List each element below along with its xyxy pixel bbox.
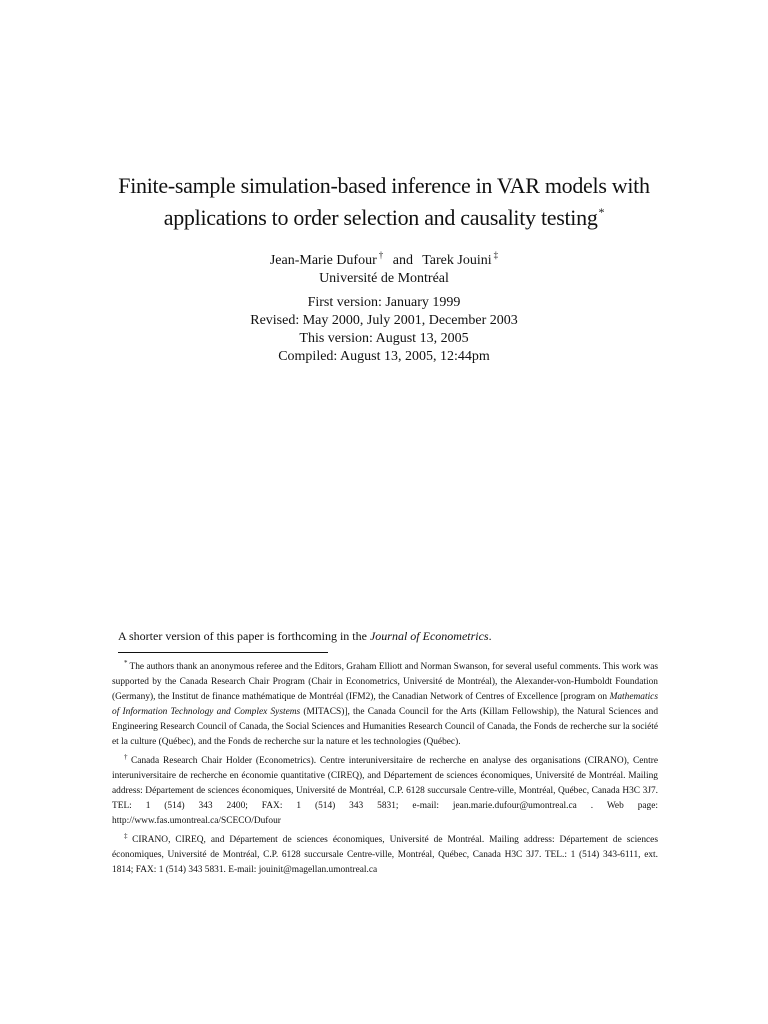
author-1: Jean-Marie Dufour [269, 253, 377, 268]
title-line-2-text: applications to order selection and causality testing [163, 205, 598, 230]
footnote-acknowledgments [112, 656, 658, 750]
footnote-author-2 [112, 829, 658, 878]
version-block [120, 294, 648, 366]
shorter-version-text: A shorter version of this paper is forthcoming in the [118, 629, 370, 643]
shorter-version-end: . [488, 629, 492, 643]
footnote-2-text: Canada Research Chair Holder (Econometrics). Centre interuniversitaire de recherche en analyse des organisations (CIRANO), Centre interuniversitaire de recherche en économie quantitative (CIREQ), and Département de sciences économiques, Université de Montréal. Mailing address: Département de sciences économiques, Université de Montréal, C.P. 6128 succursale Centre-ville, Montréal, Québec, Canada H3C 3J7. TEL: 1 (514) 343 2400; FAX: 1 (514) 343 5831; e-mail: jean.marie.dufour@umontreal.ca . Web page: http://www.fas.umontreal.ca/SCECO/Dufour [112, 756, 658, 826]
footnote-3-mark: ‡ [124, 832, 131, 840]
revised-dates: Revised: May 2000, July 2001, December 2003 [250, 313, 518, 328]
journal-name: Journal of Econometrics [369, 629, 489, 643]
footnotes [112, 656, 658, 878]
compiled-date: Compiled: August 13, 2005, 12:44pm [278, 349, 490, 364]
footnote-1-text-a: The authors thank an anonymous referee and the Editors, Graham Elliott and Norman Swanson, for several useful comments. This work was supported by the Canada Research Chair Program (Chair in Econometrics, Université de Montréal), the Alexander-von-Humboldt Foundation (Germany), the Institut de finance mathématique de Montréal (IFM2), the Canadian Network of Centres of Excellence [program on [112, 662, 658, 702]
this-version: This version: August 13, 2005 [299, 331, 469, 346]
footnote-2-mark: † [124, 753, 130, 761]
footnote-1-text-b: (MITACS)], the Canada Council for the Arts (Killam Fellowship), the Natural Sciences and Engineering Research Council of Canada, the Social Sciences and Humanities Research Council of Canada, the Fonds de recherche sur la société et la culture (Québec), and the Fonds de recherche sur la nature et les technologies (Québec). [112, 707, 659, 747]
author-conjunction: and [392, 253, 413, 268]
footnote-rule [118, 652, 328, 653]
footnote-1-mark: * [124, 659, 128, 667]
author-2: Tarek Jouini [422, 253, 492, 268]
shorter-version-note [118, 628, 658, 644]
first-version: First version: January 1999 [307, 295, 461, 310]
author-line [120, 246, 648, 270]
footnote-3-text: CIRANO, CIREQ, and Département de sciences économiques, Université de Montréal. Mailing address: Département de sciences économiques, Université de Montréal, C.P. 6128 succursale Centre-ville, Montréal, Québec, Canada H3C 3J7. TEL.: 1 (514) 343-6111, ext. 1814; FAX: 1 (514) 343 5831. E-mail: jouinit@magellan.umontreal.ca [112, 835, 658, 875]
affiliation: Université de Montréal [319, 271, 449, 286]
footnote-1-program: Mathematics of Information Technology and Complex Systems [112, 692, 658, 717]
author-block [120, 246, 648, 288]
paper-title [90, 172, 678, 231]
title-footnote-mark: * [598, 205, 605, 219]
footnote-author-1 [112, 750, 658, 829]
author-2-mark: ‡ [493, 250, 499, 260]
author-1-mark: † [378, 250, 384, 260]
title-line-2 [90, 199, 678, 231]
title-line-1: Finite-sample simulation-based inference in VAR models with [118, 173, 650, 198]
